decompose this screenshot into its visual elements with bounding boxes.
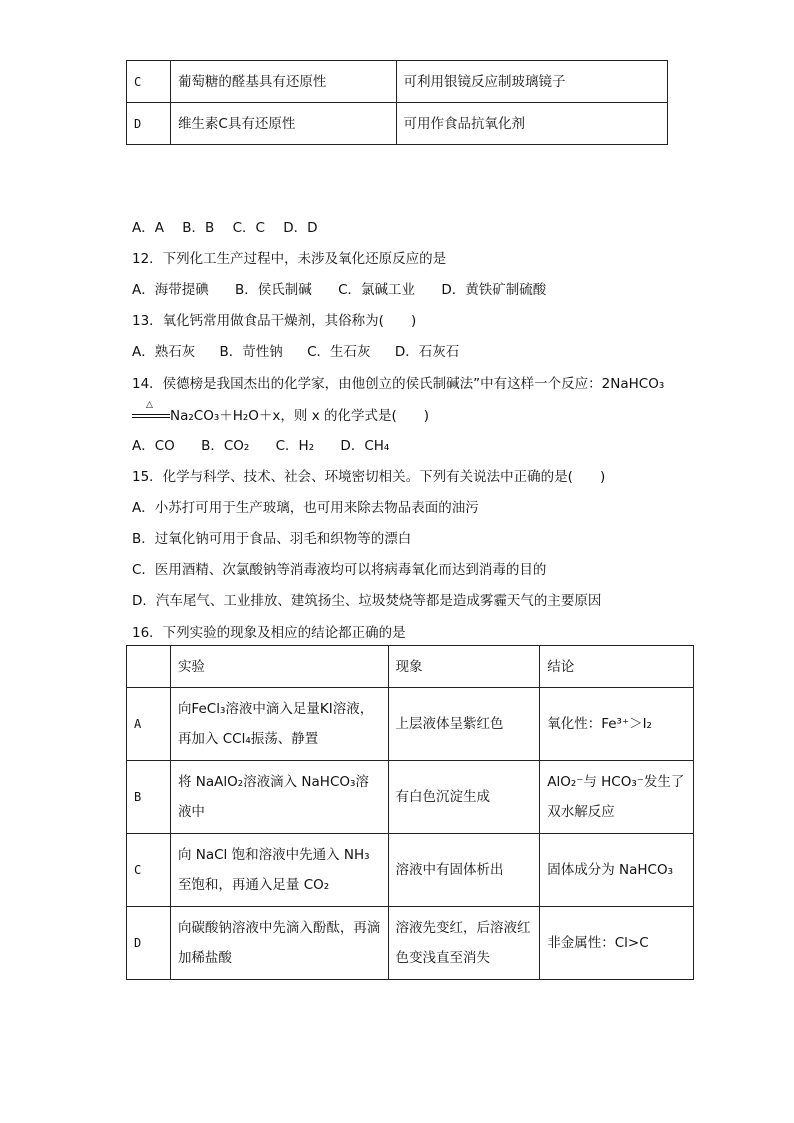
option-d[interactable]: D．黄铁矿制硫酸	[441, 282, 547, 298]
q16-stem: 16．下列实验的现象及相应的结论都正确的是	[132, 625, 406, 641]
q15-option-b[interactable]: B．过氧化钠可用于食品、羽毛和织物等的漂白	[132, 531, 412, 547]
experiment-cell: 向碳酸钠溶液中先滴入酚酞，再滴加稀盐酸	[170, 907, 388, 980]
q15-option-c[interactable]: C．医用酒精、次氯酸钠等消毒液均可以将病毒氧化而达到消毒的目的	[132, 562, 547, 578]
phenomenon-cell: 溶液中有固体析出	[388, 834, 540, 907]
table-row	[127, 688, 694, 761]
row-label: D	[127, 907, 171, 980]
option-d[interactable]: D．CH₄	[340, 438, 390, 454]
option-d[interactable]: D．D	[283, 220, 318, 236]
conclusion-cell: 固体成分为 NaHCO₃	[540, 834, 694, 907]
property-cell: 维生素C具有还原性	[170, 103, 396, 145]
table-row	[127, 61, 668, 103]
option-a[interactable]: A．CO	[132, 438, 175, 454]
conclusion-cell: AlO₂⁻与 HCO₃⁻发生了双水解反应	[540, 761, 694, 834]
row-label: C	[127, 61, 171, 103]
phenomenon-cell: 有白色沉淀生成	[388, 761, 540, 834]
table-row	[127, 834, 694, 907]
option-b[interactable]: B．CO₂	[201, 438, 250, 454]
use-cell: 可利用银镜反应制玻璃镜子	[396, 61, 668, 103]
q15-option-d[interactable]: D．汽车尾气、工业排放、建筑扬尘、垃圾焚烧等都是造成雾霾天气的主要原因	[132, 593, 602, 609]
header-phenomenon: 现象	[388, 646, 540, 688]
q14-stem-line2: Na₂CO₃＋H₂O＋x，则 x 的化学式是( )	[170, 408, 430, 424]
experiment-cell: 向 NaCl 饱和溶液中先通入 NH₃至饱和，再通入足量 CO₂	[170, 834, 388, 907]
option-b[interactable]: B．B	[182, 220, 215, 236]
row-label: B	[127, 761, 171, 834]
q11-options	[132, 216, 332, 236]
experiment-table	[126, 645, 694, 980]
option-a[interactable]: A．熟石灰	[132, 344, 196, 360]
option-b[interactable]: B．苛性钠	[219, 344, 283, 360]
conclusion-cell: 非金属性：Cl>C	[540, 907, 694, 980]
row-label: C	[127, 834, 171, 907]
experiment-cell: 将 NaAlO₂溶液滴入 NaHCO₃溶液中	[170, 761, 388, 834]
phenomenon-cell: 上层液体呈紫红色	[388, 688, 540, 761]
table-row	[127, 103, 668, 145]
q15-option-a[interactable]: A．小苏打可用于生产玻璃，也可用来除去物品表面的油污	[132, 500, 479, 516]
conclusion-cell: 氧化性：Fe³⁺＞I₂	[540, 688, 694, 761]
property-cell: 葡萄糖的醛基具有还原性	[170, 61, 396, 103]
q15-stem: 15．化学与科学、技术、社会、环境密切相关。下列有关说法中正确的是( )	[132, 469, 606, 485]
q14-stem-line2-wrap	[132, 400, 430, 424]
row-label: D	[127, 103, 171, 145]
heating-equals-sign	[132, 400, 170, 423]
header-experiment: 实验	[170, 646, 388, 688]
option-c[interactable]: C．H₂	[275, 438, 315, 454]
use-cell: 可用作食品抗氧化剂	[396, 103, 668, 145]
phenomenon-cell: 溶液先变红，后溶液红色变浅直至消失	[388, 907, 540, 980]
q14-stem-line1: 14．侯德榜是我国杰出的化学家，由他创立的侯氏制碱法”中有这样一个反应：2NaHCO₃	[132, 376, 665, 392]
option-c[interactable]: C．生石灰	[307, 344, 371, 360]
q13-options	[132, 340, 473, 360]
option-c[interactable]: C．氯碱工业	[338, 282, 416, 298]
header-empty	[127, 646, 171, 688]
table-header-row	[127, 646, 694, 688]
q12-options	[132, 278, 560, 298]
heat-symbol: △	[146, 400, 153, 410]
option-b[interactable]: B．侯氏制碱	[235, 282, 312, 298]
table-continuation	[126, 60, 668, 145]
option-a[interactable]: A．A	[132, 220, 164, 236]
option-d[interactable]: D．石灰石	[394, 344, 460, 360]
q12-stem: 12．下列化工生产过程中，未涉及氧化还原反应的是	[132, 251, 447, 267]
row-label: A	[127, 688, 171, 761]
option-a[interactable]: A．海带提碘	[132, 282, 209, 298]
option-c[interactable]: C．C	[232, 220, 265, 236]
table-row	[127, 761, 694, 834]
experiment-cell: 向FeCl₃溶液中滴入足量KI溶液，再加入 CCl₄振荡、静置	[170, 688, 388, 761]
q14-options	[132, 434, 403, 454]
q13-stem: 13．氧化钙常用做食品干燥剂，其俗称为( )	[132, 313, 417, 329]
header-conclusion: 结论	[540, 646, 694, 688]
table-row	[127, 907, 694, 980]
